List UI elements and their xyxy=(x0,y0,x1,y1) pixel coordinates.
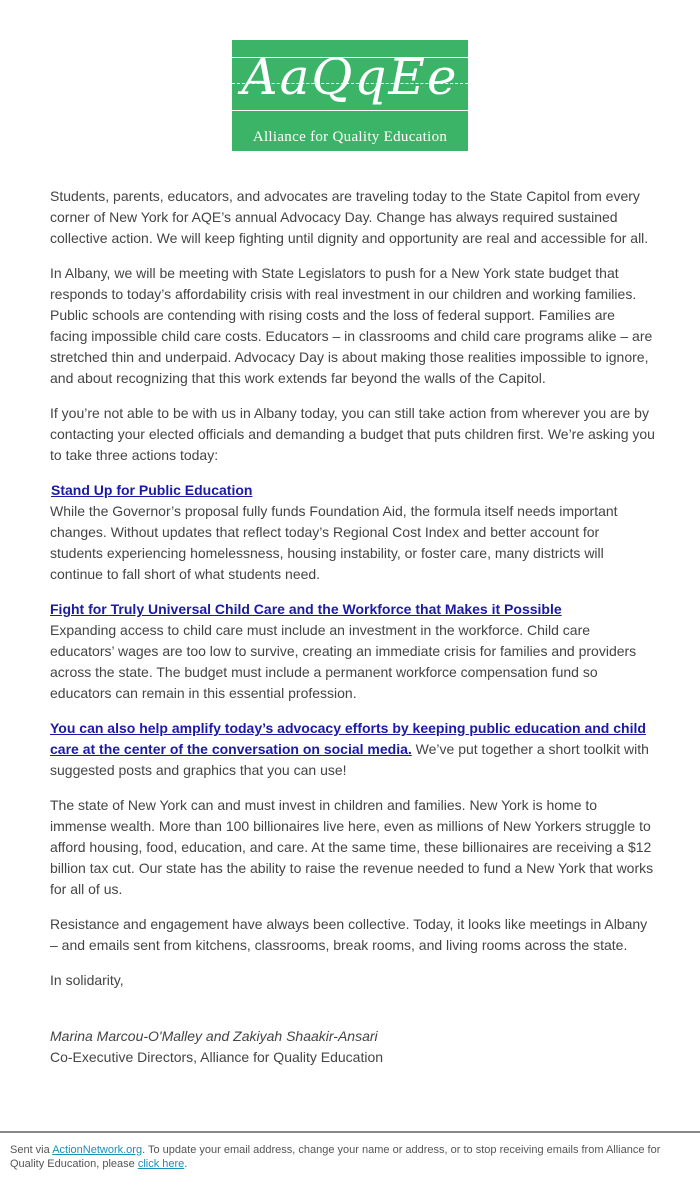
action-item xyxy=(50,718,655,781)
action-item xyxy=(50,480,655,585)
paragraph: The state of New York can and must invest in children and families. New York is home to immense wealth. More than 100 billionaires live here, even as millions of New Yorkers struggle to afford housing, food, education, and care. At the same time, these billionaires are receiving a $12 billion tax cut. Our state has the ability to raise the revenue needed to fund a New York that works for all of us. xyxy=(50,797,654,897)
paragraph: In Albany, we will be meeting with State Legislators to push for a New York state budget that responds to today’s affordability crisis with real investment in our children and working families. Public schools are contending with rising costs and the loss of federal support. Families are facing impossible child care costs. Educators – in classrooms and child care programs alike – are stretched thin and underpaid. Advocacy Day is about making those realities impossible to ignore, and about recognizing that this work extends far beyond the walls of the Capitol. xyxy=(50,265,653,386)
footer-text: Sent via xyxy=(10,1144,53,1156)
aqe-logo xyxy=(232,40,468,151)
actionnetwork-link[interactable]: ActionNetwork.org xyxy=(52,1144,143,1156)
public-education-link[interactable]: Stand Up for Public Education xyxy=(51,482,253,498)
child-care-link[interactable]: Fight for Truly Universal Child Care and the Workforce that Makes it Possible xyxy=(50,601,562,617)
email-footer xyxy=(0,1131,700,1171)
signature xyxy=(50,1026,655,1068)
action-text: Expanding access to child care must include an investment in the workforce. Child care educators’ wages are too low to survive, creating an immediate crisis for families and providers across the state. The budget must include a permanent workforce compensation fund so educators can remain in this essential profession. xyxy=(50,622,637,701)
logo-script: AaQqEe xyxy=(241,48,459,106)
action-text: We’ve put together a short toolkit with suggested posts and graphics that you can use! xyxy=(50,741,649,778)
logo-line xyxy=(232,110,468,111)
social-media-toolkit-link[interactable]: You can also help amplify today’s advocacy efforts by keeping public education and child care at the center of the conversation on social media. xyxy=(50,720,646,757)
signature-names: Marina Marcou-O'Malley and Zakiyah Shaakir-Ansari xyxy=(50,1028,378,1044)
action-item xyxy=(50,599,655,704)
signature-title: Co-Executive Directors, Alliance for Quality Education xyxy=(50,1049,384,1065)
footer-text: . To update your email address, change your name or address, or to stop receiving emails from Alliance for Quality Education, please xyxy=(10,1144,661,1170)
logo-tagline: Alliance for Quality Education xyxy=(252,129,448,145)
paragraph: Students, parents, educators, and advocates are traveling today to the State Capitol from every corner of New York for AQE’s annual Advocacy Day. Change has always required sustained collective action. We will keep fighting until dignity and opportunity are real and accessible for all. xyxy=(50,188,649,246)
paragraph: Resistance and engagement have always been collective. Today, it looks like meetings in Albany – and emails sent from kitchens, classrooms, break rooms, and living rooms across the state. xyxy=(50,916,648,953)
unsubscribe-link[interactable]: click here xyxy=(137,1158,185,1170)
paragraph: If you’re not able to be with us in Albany today, you can still take action from wherever you are by contacting your elected officials and demanding a budget that puts children first. We’re asking you to take three actions today: xyxy=(50,405,655,463)
footer-text: . xyxy=(184,1158,188,1170)
action-text: While the Governor’s proposal fully funds Foundation Aid, the formula itself needs important changes. Without updates that reflect today’s Regional Cost Index and better account for students experiencing homelessness, housing instability, or foster care, many districts will continue to fall short of what students need. xyxy=(50,503,618,582)
sign-off: In solidarity, xyxy=(50,972,124,988)
email-body xyxy=(50,186,655,1082)
